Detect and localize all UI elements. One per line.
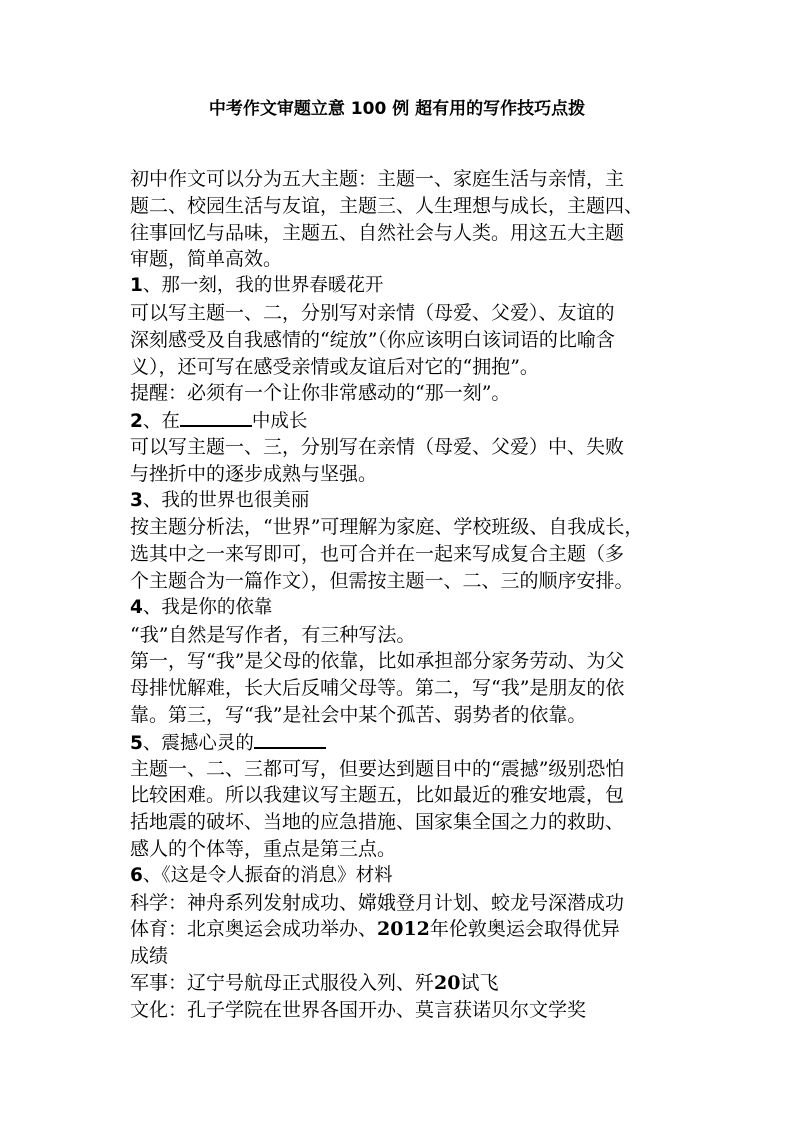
section-heading-2 — [130, 407, 690, 434]
section-heading-text: 、震撼心灵的 — [142, 732, 254, 754]
paragraph-line: 可以写主题一、三，分别写在亲情（母爱、父爱）中、失败 — [130, 435, 625, 458]
paragraph-line: 往事回忆与品味，主题五、自然社会与人类。用这五大主题 — [130, 221, 625, 244]
paragraph-line: 义），还可写在感受亲情或友谊后对它的“拥抱”。 — [130, 355, 539, 378]
paragraph-line: 科学：神舟系列发射成功、嫦娥登月计划、蛟龙号深潜成功 — [130, 891, 625, 914]
section-heading-text: 、在 — [142, 411, 180, 433]
paragraph-line: 母排忧解难，长大后反哺父母等。第二，写“我”是朋友的依 — [130, 677, 625, 700]
paragraph-line — [130, 970, 690, 997]
document-body — [130, 166, 690, 1024]
section-heading-4 — [130, 595, 690, 622]
section-heading-5 — [130, 729, 690, 756]
paragraph-line: 深刻感受及自我感情的“绽放”（你应该明白该词语的比喻含 — [130, 328, 615, 351]
section-heading-text: 、《这是令人振奋的消息》材料 — [142, 864, 393, 886]
paragraph-line: 审题，简单高效。 — [130, 248, 283, 271]
paragraph-line — [130, 916, 690, 943]
section-heading-text: 、那一刻，我的世界春暖花开 — [142, 275, 384, 297]
page-title: 中考作文审题立意 100 例 超有用的写作技巧点拨 — [208, 99, 586, 119]
paragraph-line: 文化：孔子学院在世界各国开办、莫言获诺贝尔文学奖 — [130, 998, 587, 1021]
paragraph-line: “我”自然是写作者，有三种写法。 — [130, 623, 416, 646]
section-heading-text: 中成长 — [251, 411, 308, 433]
line-text: 体育：北京奥运会成功举办、 — [130, 918, 378, 941]
paragraph-line: 个主题合为一篇作文），但需按主题一、二、三的顺序安排。 — [130, 569, 634, 592]
paragraph-line: 题二、校园生活与友谊，主题三、人生理想与成长，主题四、 — [130, 194, 644, 217]
paragraph-line: 选其中之一来写即可，也可合并在一起来写成复合主题（多 — [130, 543, 625, 566]
section-number: 4 — [130, 596, 143, 618]
paragraph-line: 括地震的破坏、当地的应急措施、国家集全国之力的救助、 — [130, 811, 625, 834]
paragraph-line: 靠。第三，写“我”是社会中某个孤苦、弱势者的依靠。 — [130, 703, 587, 726]
section-number: 3 — [130, 489, 143, 511]
aircraft-number: 20 — [434, 971, 461, 994]
paragraph-line: 提醒：必须有一个让你非常感动的“那一刻”。 — [130, 382, 511, 405]
paragraph-line: 第一，写“我”是父母的依靠，比如承担部分家务劳动、为父 — [130, 650, 625, 673]
paragraph-line: 比较困难。所以我建议写主题五，比如最近的雅安地震，包 — [130, 784, 625, 807]
section-number: 2 — [130, 411, 143, 433]
line-text: 试飞 — [460, 971, 499, 994]
fill-in-blank — [180, 407, 252, 427]
section-heading-6 — [130, 863, 690, 890]
section-heading-3 — [130, 488, 690, 515]
line-text: 军事：辽宁号航母正式服役入列、歼 — [130, 971, 435, 994]
paragraph-line: 感人的个体等，重点是第三点。 — [130, 837, 397, 860]
paragraph-line: 与挫折中的逐步成熟与坚强。 — [130, 462, 378, 485]
section-heading-text: 、我的世界也很美丽 — [142, 489, 310, 511]
paragraph-line: 按主题分析法，“世界”可理解为家庭、学校班级、自我成长， — [130, 516, 644, 539]
section-heading-text: 、我是你的依靠 — [142, 596, 273, 618]
section-number: 6 — [130, 864, 143, 886]
fill-in-blank — [254, 729, 326, 749]
line-text: 年伦敦奥运会取得优异 — [429, 918, 620, 941]
section-heading-1 — [130, 273, 690, 300]
paragraph-line: 主题一、二、三都可写，但要达到题目中的“震撼”级别恐怕 — [130, 757, 625, 780]
section-number: 1 — [130, 275, 143, 297]
paragraph-line: 可以写主题一、二，分别写对亲情（母爱、父爱）、友谊的 — [130, 301, 615, 324]
paragraph-line: 初中作文可以分为五大主题：主题一、家庭生活与亲情，主 — [130, 168, 625, 190]
paragraph-line: 成绩 — [130, 945, 169, 968]
year-number: 2012 — [377, 918, 430, 941]
section-number: 5 — [130, 732, 143, 754]
